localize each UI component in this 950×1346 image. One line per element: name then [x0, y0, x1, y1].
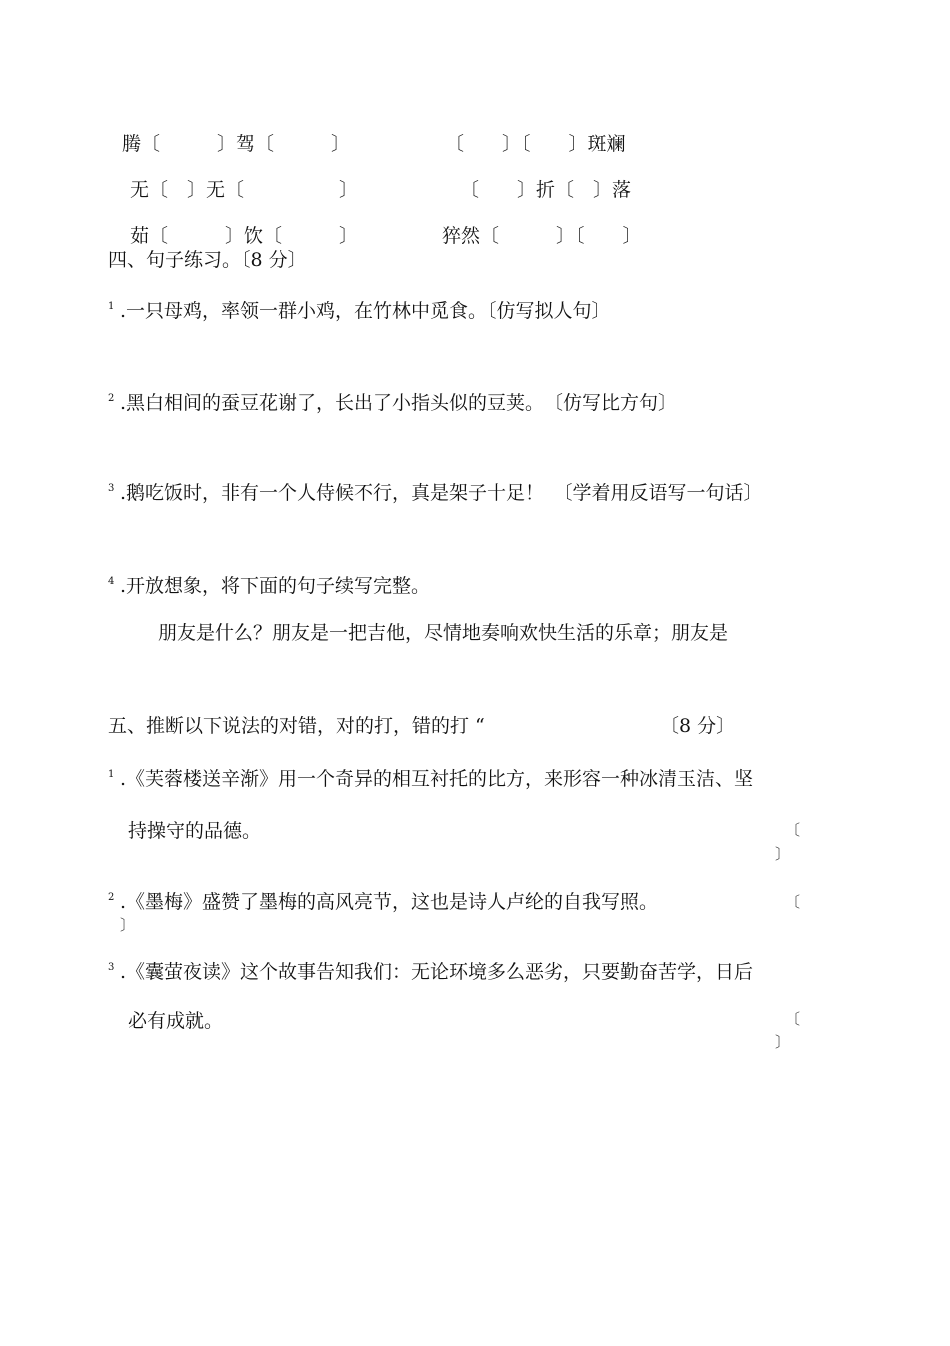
section-5-item-3-answer-open: 〔 [785, 1010, 801, 1028]
section-5-item-1-line-2: 持操守的品德。 [128, 820, 262, 842]
section-5-item-1-line-1: .《芙蓉楼送辛渐》用一个奇异的相互衬托的比方，来形容一种冰清玉洁、坚 [120, 768, 754, 790]
section-5-item-2-answer-open: 〔 [785, 893, 801, 911]
section-5-item-2-answer-close: 〕 [120, 916, 136, 934]
section-4-item-4-prompt: 朋友是什么？朋友是一把吉他，尽情地奏响欢快生活的乐章；朋友是 [158, 622, 729, 644]
section-5-item-3-answer-close: 〕 [775, 1033, 791, 1051]
section-4-item-3-text: .鹅吃饭时，非有一个人侍候不行，真是架子十足！ 〔学着用反语写一句话〕 [120, 482, 763, 504]
section-4-item-4-text: .开放想象，将下面的句子续写完整。 [120, 575, 431, 597]
word-row-3-left: 茹〔 〕饮〔 〕 [130, 225, 359, 247]
section-5-item-2-number: 2 [108, 892, 115, 903]
word-row-1-right: 〔 〕〔 〕斑斓 [445, 133, 626, 155]
section-4-item-3-number: 3 [108, 483, 115, 494]
section-5-item-1-answer-open: 〔 [785, 821, 801, 839]
section-5-heading: 五、推断以下说法的对错，对的打，错的打 “ [108, 715, 485, 737]
section-5-item-3-number: 3 [108, 962, 115, 973]
section-5-item-3-line-2: 必有成就。 [128, 1010, 224, 1032]
section-4-item-2-number: 2 [108, 393, 115, 404]
section-5-item-1-number: 1 [108, 769, 115, 780]
section-5-item-1-answer-close: 〕 [775, 845, 791, 863]
word-row-2-left: 无〔 〕无〔 〕 [130, 179, 359, 201]
section-4-item-4-number: 4 [108, 576, 115, 587]
section-4-item-1-number: 1 [108, 301, 115, 312]
section-4-heading: 四、句子练习。〔8 分〕 [108, 249, 307, 271]
word-row-2-right: 〔 〕折〔 〕落 [460, 179, 632, 201]
word-row-1-left: 腾〔 〕驾〔 〕 [122, 133, 351, 155]
section-4-item-1-text: .一只母鸡，率领一群小鸡，在竹林中觅食。〔仿写拟人句〕 [120, 300, 611, 322]
section-5-item-2-line-1: .《墨梅》盛赞了墨梅的高风亮节，这也是诗人卢纶的自我写照。 [120, 891, 659, 913]
section-5-score: 〔8 分〕 [660, 715, 736, 737]
section-4-item-2-text: .黑白相间的蚕豆花谢了，长出了小指头似的豆荚。 〔仿写比方句〕 [120, 392, 678, 414]
section-5-item-3-line-1: .《囊萤夜读》这个故事告知我们：无论环境多么恶劣，只要勤奋苦学，日后 [120, 961, 754, 983]
word-row-3-right: 猝然〔 〕〔 〕 [442, 225, 642, 247]
